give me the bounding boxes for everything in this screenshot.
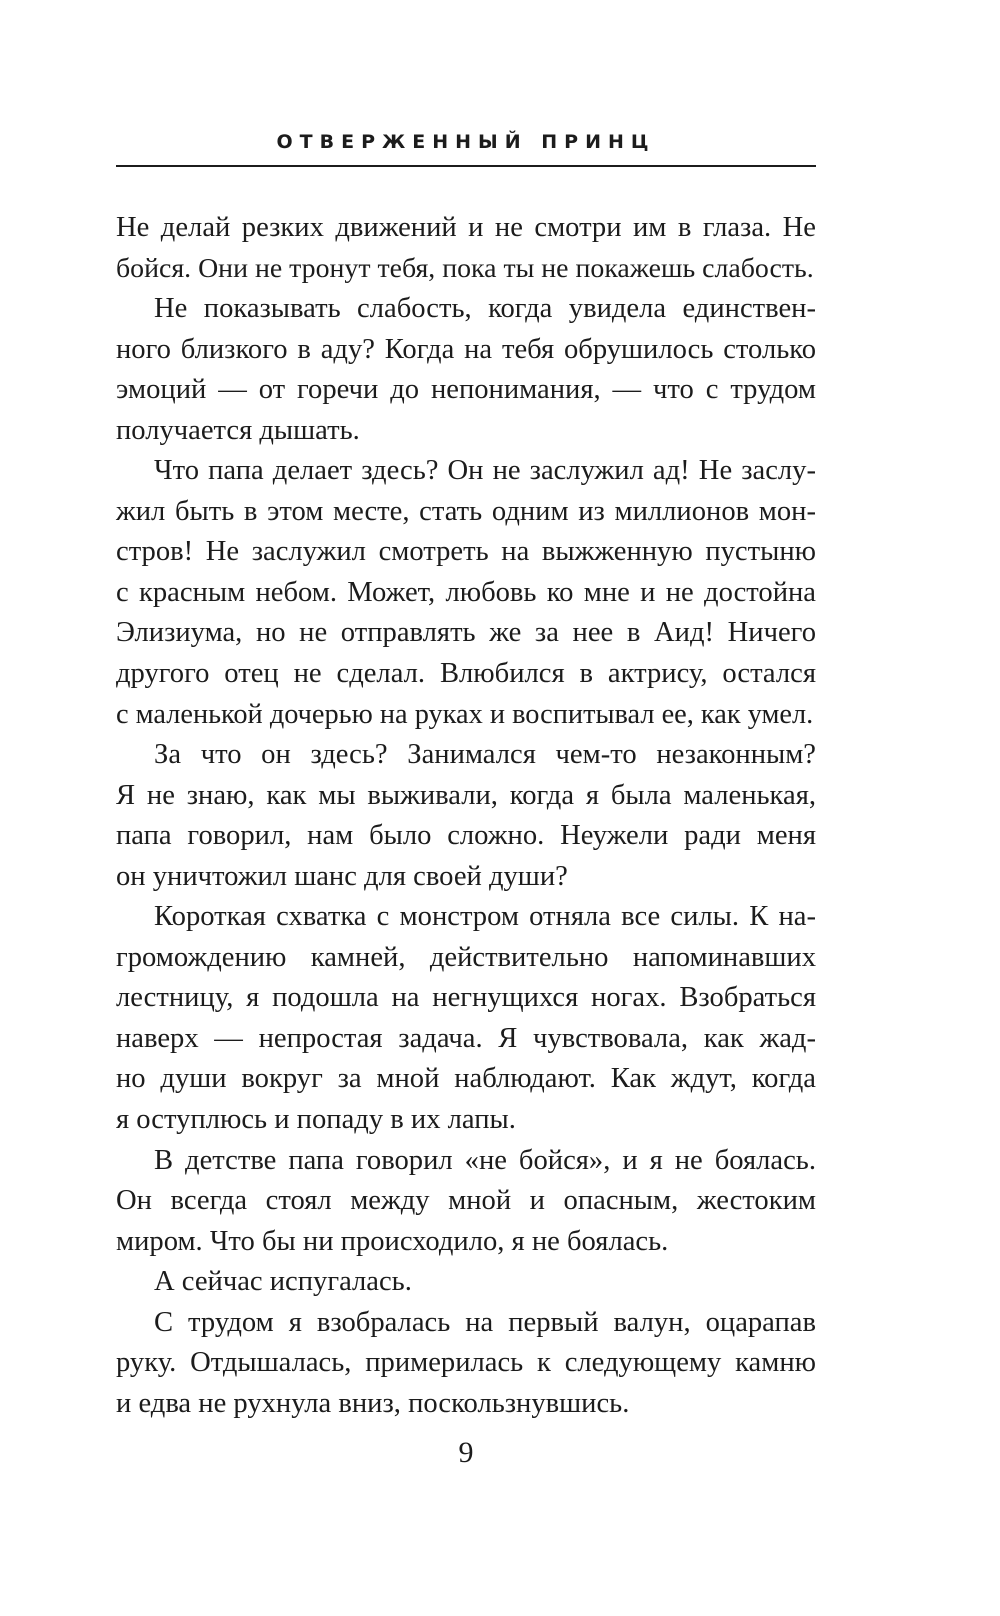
- text-line: громождению камней, действительно напоминавших: [116, 941, 816, 973]
- text-line: Не показывать слабость, когда увидела единствен-: [154, 293, 816, 325]
- text-line: миром. Что бы ни происходило, я не боялась.: [116, 1225, 669, 1257]
- text-line: А сейчас испугалась.: [154, 1266, 412, 1298]
- text-line: стров! Не заслужил смотреть на выжженную пустыню: [116, 536, 816, 568]
- text-line: руку. Отдышалась, примерилась к следующему камню: [116, 1347, 816, 1379]
- text-line: он уничтожил шанс для своей души?: [116, 860, 568, 892]
- text-line: эмоций — от горечи до непонимания, — что с трудом: [116, 374, 816, 406]
- header-rule: [116, 165, 816, 167]
- text-line: С трудом я взобралась на первый валун, оцарапав: [154, 1306, 816, 1338]
- text-line: наверх — непростая задача. Я чувствовала, как жад-: [116, 1022, 816, 1054]
- text-line: другого отец не сделал. Влюбился в актрису, остался: [116, 658, 816, 690]
- text-line: Он всегда стоял между мной и опасным, жестоким: [116, 1185, 816, 1217]
- text-line: Элизиума, но не отправлять же за нее в Аид! Ничего: [116, 617, 816, 649]
- text-line: Не делай резких движений и не смотри им в глаза. Не: [116, 212, 816, 243]
- text-line: получается дышать.: [116, 414, 360, 446]
- text-line: лестницу, я подошла на негнущихся ногах. Взобраться: [116, 982, 816, 1014]
- text-line: жил быть в этом месте, стать одним из миллионов мон-: [116, 495, 816, 527]
- text-line: и едва не рухнула вниз, поскользнувшись.: [116, 1387, 630, 1419]
- text-line: В детстве папа говорил «не бойся», и я не боялась.: [154, 1144, 816, 1176]
- text-line: с красным небом. Может, любовь ко мне и не достойна: [116, 576, 816, 608]
- text-line: ного близкого в аду? Когда на тебя обрушилось столько: [116, 333, 816, 365]
- text-line: Что папа делает здесь? Он не заслужил ад! Не заслу-: [154, 455, 816, 487]
- text-line: я оступлюсь и попаду в их лапы.: [116, 1104, 516, 1136]
- body-text: [116, 208, 816, 1424]
- text-line: но души вокруг за мной наблюдают. Как ждут, когда: [116, 1063, 816, 1095]
- text-line: Я не знаю, как мы выживали, когда я была маленькая,: [116, 779, 816, 811]
- text-line: папа говорил, нам было сложно. Неужели ради меня: [116, 820, 816, 852]
- page-number: 9: [458, 1436, 474, 1469]
- text-line: бойся. Они не тронут тебя, пока ты не покажешь слабость.: [116, 252, 814, 284]
- text-line: За что он здесь? Занимался чем-то незаконным?: [154, 739, 816, 771]
- text-line: Короткая схватка с монстром отняла все силы. К на-: [154, 901, 816, 933]
- text-line: с маленькой дочерью на руках и воспитывал ее, как умел.: [116, 698, 814, 730]
- running-head: ОТВЕРЖЕННЫЙ ПРИНЦ: [276, 131, 656, 153]
